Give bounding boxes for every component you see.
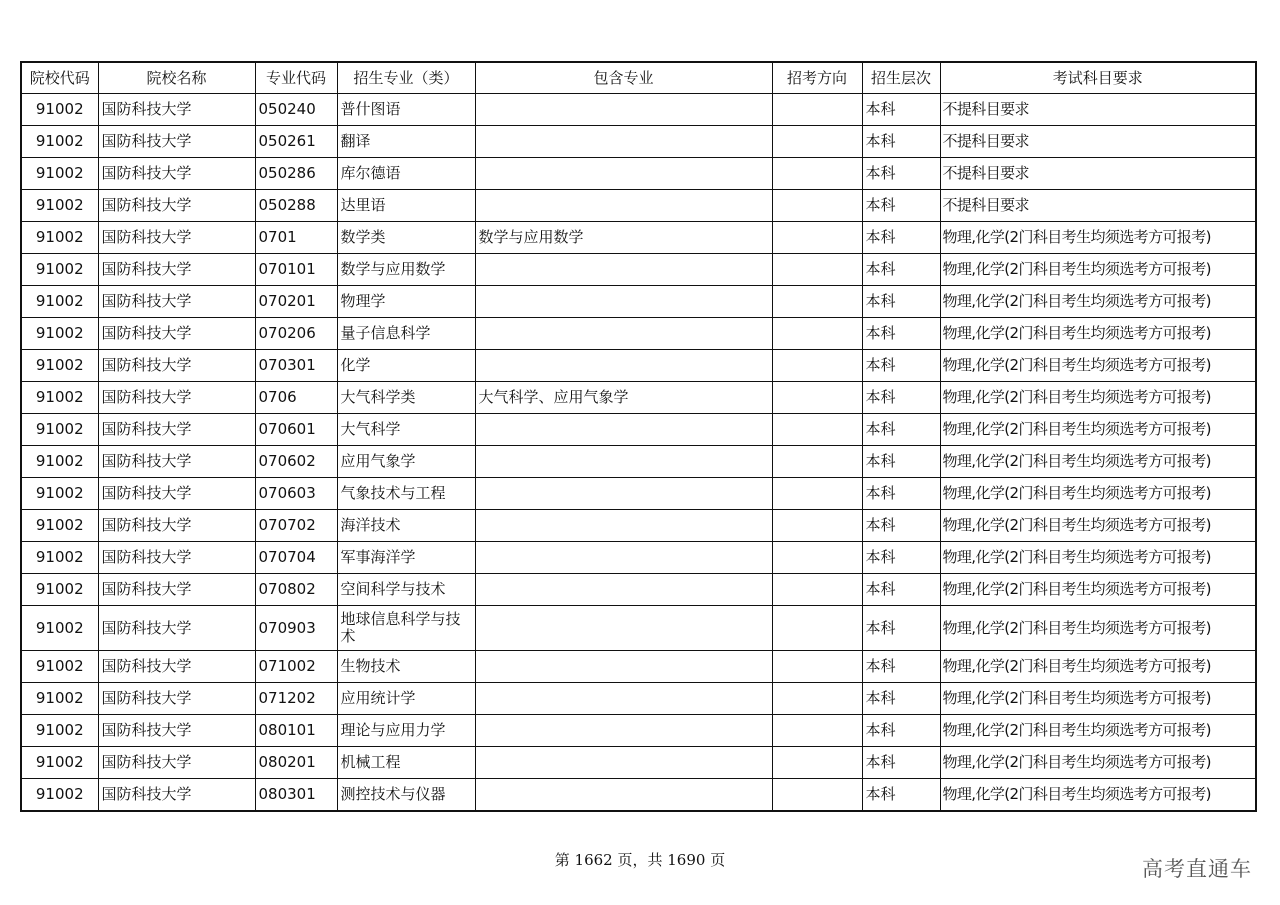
cell-school-name: 国防科技大学: [98, 715, 255, 747]
cell-level: 本科: [862, 382, 940, 414]
cell-major-code: 070301: [255, 350, 337, 382]
cell-subject-requirements: 物理,化学(2门科目考生均须选考方可报考): [940, 510, 1256, 542]
table-row: [21, 779, 1256, 812]
cell-school-code: 91002: [21, 158, 98, 190]
cell-school-code: 91002: [21, 382, 98, 414]
cell-included-majors: [475, 318, 772, 350]
header-level: 招生层次: [862, 62, 940, 94]
cell-school-code: 91002: [21, 747, 98, 779]
cell-subject-requirements: 物理,化学(2门科目考生均须选考方可报考): [940, 318, 1256, 350]
table-row: [21, 747, 1256, 779]
cell-major-code: 050288: [255, 190, 337, 222]
cell-direction: [772, 318, 862, 350]
cell-level: 本科: [862, 222, 940, 254]
cell-school-code: 91002: [21, 222, 98, 254]
cell-included-majors: [475, 510, 772, 542]
cell-major-code: 071002: [255, 651, 337, 683]
cell-school-code: 91002: [21, 414, 98, 446]
cell-included-majors: [475, 779, 772, 812]
cell-level: 本科: [862, 446, 940, 478]
cell-level: 本科: [862, 574, 940, 606]
cell-level: 本科: [862, 126, 940, 158]
cell-direction: [772, 478, 862, 510]
cell-subject-requirements: 物理,化学(2门科目考生均须选考方可报考): [940, 446, 1256, 478]
cell-included-majors: [475, 542, 772, 574]
cell-school-name: 国防科技大学: [98, 747, 255, 779]
cell-included-majors: [475, 158, 772, 190]
cell-included-majors: 大气科学、应用气象学: [475, 382, 772, 414]
cell-school-code: 91002: [21, 715, 98, 747]
cell-included-majors: 数学与应用数学: [475, 222, 772, 254]
cell-subject-requirements: 不提科目要求: [940, 190, 1256, 222]
cell-included-majors: [475, 254, 772, 286]
header-major: 招生专业（类）: [337, 62, 475, 94]
cell-level: 本科: [862, 94, 940, 126]
cell-level: 本科: [862, 651, 940, 683]
cell-direction: [772, 126, 862, 158]
cell-major-code: 070603: [255, 478, 337, 510]
cell-major-code: 080201: [255, 747, 337, 779]
table-row: [21, 158, 1256, 190]
table-row: [21, 318, 1256, 350]
cell-level: 本科: [862, 606, 940, 651]
cell-subject-requirements: 物理,化学(2门科目考生均须选考方可报考): [940, 414, 1256, 446]
cell-level: 本科: [862, 747, 940, 779]
admissions-table: [20, 61, 1257, 812]
cell-school-name: 国防科技大学: [98, 382, 255, 414]
table-row: [21, 414, 1256, 446]
cell-major: 翻译: [337, 126, 475, 158]
cell-subject-requirements: 不提科目要求: [940, 94, 1256, 126]
cell-major: 化学: [337, 350, 475, 382]
cell-school-code: 91002: [21, 606, 98, 651]
cell-included-majors: [475, 683, 772, 715]
cell-included-majors: [475, 350, 772, 382]
cell-subject-requirements: 物理,化学(2门科目考生均须选考方可报考): [940, 350, 1256, 382]
cell-major-code: 070201: [255, 286, 337, 318]
cell-major: 应用统计学: [337, 683, 475, 715]
cell-included-majors: [475, 651, 772, 683]
cell-school-code: 91002: [21, 254, 98, 286]
cell-major: 大气科学类: [337, 382, 475, 414]
cell-major: 普什图语: [337, 94, 475, 126]
table-row: [21, 683, 1256, 715]
table-row: [21, 446, 1256, 478]
cell-school-name: 国防科技大学: [98, 222, 255, 254]
cell-level: 本科: [862, 542, 940, 574]
cell-major: 库尔德语: [337, 158, 475, 190]
cell-major-code: 070101: [255, 254, 337, 286]
cell-school-code: 91002: [21, 683, 98, 715]
cell-school-code: 91002: [21, 651, 98, 683]
cell-included-majors: [475, 286, 772, 318]
cell-major-code: 080101: [255, 715, 337, 747]
cell-major-code: 070702: [255, 510, 337, 542]
cell-level: 本科: [862, 350, 940, 382]
cell-major-code: 070704: [255, 542, 337, 574]
table-row: [21, 94, 1256, 126]
cell-direction: [772, 542, 862, 574]
header-school-code: 院校代码: [21, 62, 98, 94]
cell-direction: [772, 651, 862, 683]
table-row: [21, 510, 1256, 542]
table-row: [21, 542, 1256, 574]
cell-direction: [772, 222, 862, 254]
cell-level: 本科: [862, 478, 940, 510]
cell-included-majors: [475, 747, 772, 779]
cell-school-name: 国防科技大学: [98, 318, 255, 350]
table-row: [21, 254, 1256, 286]
cell-school-name: 国防科技大学: [98, 414, 255, 446]
cell-school-name: 国防科技大学: [98, 446, 255, 478]
cell-major: 气象技术与工程: [337, 478, 475, 510]
cell-direction: [772, 190, 862, 222]
cell-major-code: 070802: [255, 574, 337, 606]
cell-major: 达里语: [337, 190, 475, 222]
table-row: [21, 190, 1256, 222]
cell-major-code: 0706: [255, 382, 337, 414]
cell-subject-requirements: 不提科目要求: [940, 126, 1256, 158]
cell-direction: [772, 414, 862, 446]
cell-level: 本科: [862, 683, 940, 715]
header-major-code: 专业代码: [255, 62, 337, 94]
cell-school-name: 国防科技大学: [98, 286, 255, 318]
cell-school-code: 91002: [21, 478, 98, 510]
cell-subject-requirements: 不提科目要求: [940, 158, 1256, 190]
cell-major: 生物技术: [337, 651, 475, 683]
cell-major-code: 050286: [255, 158, 337, 190]
cell-subject-requirements: 物理,化学(2门科目考生均须选考方可报考): [940, 606, 1256, 651]
cell-major: 量子信息科学: [337, 318, 475, 350]
cell-major-code: 080301: [255, 779, 337, 812]
cell-school-code: 91002: [21, 542, 98, 574]
cell-subject-requirements: 物理,化学(2门科目考生均须选考方可报考): [940, 747, 1256, 779]
cell-direction: [772, 683, 862, 715]
cell-direction: [772, 606, 862, 651]
cell-school-code: 91002: [21, 94, 98, 126]
page-number: 第 1662 页，共 1690 页: [554, 851, 726, 869]
cell-major: 地球信息科学与技术: [337, 606, 475, 651]
cell-school-name: 国防科技大学: [98, 574, 255, 606]
header-subject-requirements: 考试科目要求: [940, 62, 1256, 94]
cell-subject-requirements: 物理,化学(2门科目考生均须选考方可报考): [940, 715, 1256, 747]
cell-level: 本科: [862, 254, 940, 286]
cell-direction: [772, 286, 862, 318]
cell-major: 军事海洋学: [337, 542, 475, 574]
cell-level: 本科: [862, 779, 940, 812]
cell-level: 本科: [862, 414, 940, 446]
cell-school-code: 91002: [21, 779, 98, 812]
cell-subject-requirements: 物理,化学(2门科目考生均须选考方可报考): [940, 478, 1256, 510]
cell-included-majors: [475, 190, 772, 222]
cell-direction: [772, 574, 862, 606]
cell-included-majors: [475, 478, 772, 510]
table-row: [21, 478, 1256, 510]
cell-included-majors: [475, 574, 772, 606]
cell-school-code: 91002: [21, 190, 98, 222]
cell-subject-requirements: 物理,化学(2门科目考生均须选考方可报考): [940, 683, 1256, 715]
cell-major: 物理学: [337, 286, 475, 318]
cell-major-code: 050261: [255, 126, 337, 158]
table-row: [21, 574, 1256, 606]
cell-direction: [772, 747, 862, 779]
cell-level: 本科: [862, 318, 940, 350]
cell-school-name: 国防科技大学: [98, 126, 255, 158]
table-body: [21, 94, 1256, 812]
table-row: [21, 286, 1256, 318]
cell-school-name: 国防科技大学: [98, 542, 255, 574]
cell-major: 测控技术与仪器: [337, 779, 475, 812]
table-row: [21, 382, 1256, 414]
cell-school-code: 91002: [21, 574, 98, 606]
cell-school-name: 国防科技大学: [98, 606, 255, 651]
cell-direction: [772, 715, 862, 747]
cell-major-code: 050240: [255, 94, 337, 126]
cell-direction: [772, 382, 862, 414]
cell-level: 本科: [862, 715, 940, 747]
cell-subject-requirements: 物理,化学(2门科目考生均须选考方可报考): [940, 651, 1256, 683]
cell-included-majors: [475, 446, 772, 478]
cell-direction: [772, 350, 862, 382]
cell-school-code: 91002: [21, 318, 98, 350]
cell-subject-requirements: 物理,化学(2门科目考生均须选考方可报考): [940, 542, 1256, 574]
cell-direction: [772, 254, 862, 286]
cell-school-name: 国防科技大学: [98, 510, 255, 542]
cell-major: 理论与应用力学: [337, 715, 475, 747]
cell-school-name: 国防科技大学: [98, 158, 255, 190]
cell-school-code: 91002: [21, 286, 98, 318]
table-row: [21, 126, 1256, 158]
cell-direction: [772, 510, 862, 542]
cell-major-code: 070206: [255, 318, 337, 350]
cell-level: 本科: [862, 286, 940, 318]
cell-major: 数学类: [337, 222, 475, 254]
cell-school-code: 91002: [21, 126, 98, 158]
cell-subject-requirements: 物理,化学(2门科目考生均须选考方可报考): [940, 779, 1256, 812]
cell-subject-requirements: 物理,化学(2门科目考生均须选考方可报考): [940, 574, 1256, 606]
cell-subject-requirements: 物理,化学(2门科目考生均须选考方可报考): [940, 254, 1256, 286]
cell-direction: [772, 446, 862, 478]
cell-major-code: 070903: [255, 606, 337, 651]
cell-major-code: 071202: [255, 683, 337, 715]
cell-direction: [772, 779, 862, 812]
cell-major-code: 0701: [255, 222, 337, 254]
cell-major: 海洋技术: [337, 510, 475, 542]
cell-major-code: 070602: [255, 446, 337, 478]
cell-major: 大气科学: [337, 414, 475, 446]
cell-subject-requirements: 物理,化学(2门科目考生均须选考方可报考): [940, 382, 1256, 414]
cell-subject-requirements: 物理,化学(2门科目考生均须选考方可报考): [940, 286, 1256, 318]
cell-level: 本科: [862, 158, 940, 190]
cell-included-majors: [475, 94, 772, 126]
cell-included-majors: [475, 715, 772, 747]
cell-school-name: 国防科技大学: [98, 651, 255, 683]
cell-direction: [772, 94, 862, 126]
header-row: [21, 62, 1256, 94]
table-header: [21, 62, 1256, 94]
table-row: [21, 350, 1256, 382]
cell-school-name: 国防科技大学: [98, 94, 255, 126]
cell-level: 本科: [862, 190, 940, 222]
cell-level: 本科: [862, 510, 940, 542]
table-row: [21, 715, 1256, 747]
cell-direction: [772, 158, 862, 190]
cell-major: 空间科学与技术: [337, 574, 475, 606]
table-row: [21, 651, 1256, 683]
cell-school-name: 国防科技大学: [98, 190, 255, 222]
header-direction: 招考方向: [772, 62, 862, 94]
watermark-logo-text: 高考直通车: [1142, 857, 1252, 881]
table-row: [21, 222, 1256, 254]
cell-school-code: 91002: [21, 510, 98, 542]
cell-school-name: 国防科技大学: [98, 254, 255, 286]
cell-school-name: 国防科技大学: [98, 779, 255, 812]
header-included-majors: 包含专业: [475, 62, 772, 94]
cell-school-name: 国防科技大学: [98, 350, 255, 382]
cell-included-majors: [475, 414, 772, 446]
cell-subject-requirements: 物理,化学(2门科目考生均须选考方可报考): [940, 222, 1256, 254]
cell-major: 机械工程: [337, 747, 475, 779]
table-row: [21, 606, 1256, 651]
cell-school-name: 国防科技大学: [98, 683, 255, 715]
cell-school-code: 91002: [21, 350, 98, 382]
cell-included-majors: [475, 126, 772, 158]
cell-school-code: 91002: [21, 446, 98, 478]
cell-included-majors: [475, 606, 772, 651]
cell-school-name: 国防科技大学: [98, 478, 255, 510]
cell-major-code: 070601: [255, 414, 337, 446]
header-school-name: 院校名称: [98, 62, 255, 94]
cell-major: 数学与应用数学: [337, 254, 475, 286]
cell-major: 应用气象学: [337, 446, 475, 478]
